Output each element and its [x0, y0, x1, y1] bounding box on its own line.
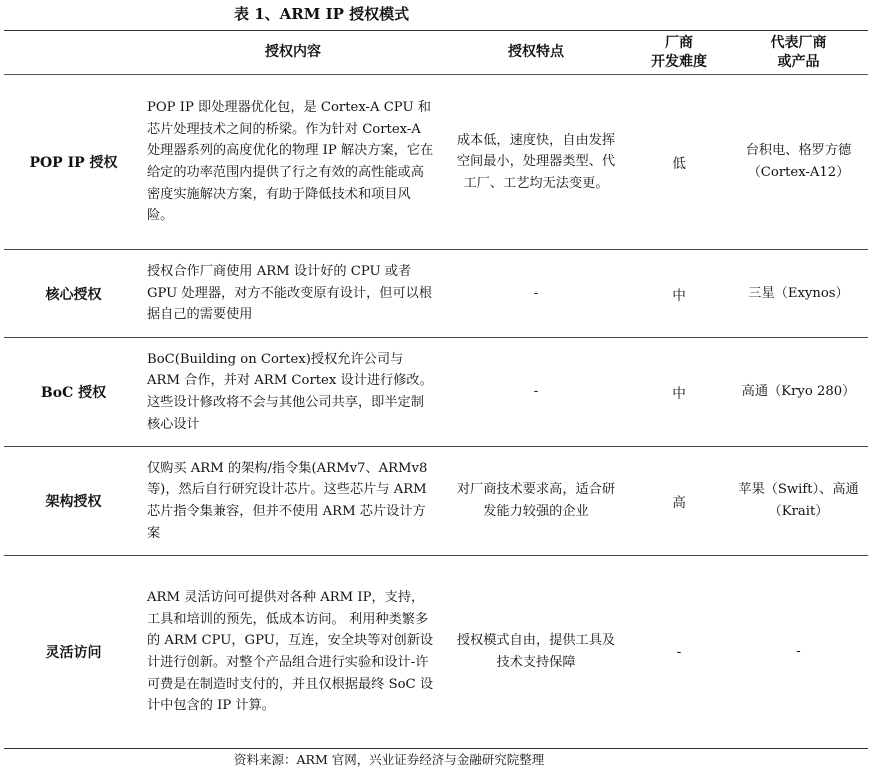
row-description: POP IP 即处理器优化包，是 Cortex-A CPU 和芯片处理技术之间的桥梁。作为针对 Cortex-A 处理器系列的高度优化的物理 IP 解决方案，它在给定的功率范围内提供了行之有效的高性能或高密度实施解决方案，有助于降低技术和项目风险。	[143, 75, 443, 250]
row-name: POP IP 授权	[4, 75, 143, 250]
source-note: 资料来源：ARM 官网，兴业证券经济与金融研究院整理	[234, 752, 545, 767]
header-difficulty	[629, 31, 729, 75]
header-rep-line2: 或产品	[777, 53, 820, 70]
table-row	[4, 250, 868, 338]
header-content: 授权内容	[143, 31, 443, 75]
row-name: 核心授权	[4, 250, 143, 338]
row-difficulty: 中	[629, 338, 729, 447]
row-features: 成本低，速度快，自由发挥空间最小，处理器类型、代工厂、工艺均无法变更。	[443, 75, 629, 250]
header-representative	[729, 31, 868, 75]
row-description: 仅购买 ARM 的架构/指令集(ARMv7、ARMv8 等)，然后自行研究设计芯片。这些芯片与 ARM 芯片指令集兼容，但并不使用 ARM 芯片设计方案	[143, 447, 443, 556]
table-row	[4, 447, 868, 556]
row-representative: 三星（Exynos）	[729, 250, 868, 338]
licensing-table	[4, 30, 868, 749]
table-row	[4, 556, 868, 749]
row-representative: 台积电、格罗方德（Cortex-A12）	[729, 75, 868, 250]
header-blank	[4, 31, 143, 75]
header-features: 授权特点	[443, 31, 629, 75]
row-name: 架构授权	[4, 447, 143, 556]
row-features: 对厂商技术要求高，适合研发能力较强的企业	[443, 447, 629, 556]
row-features: -	[443, 250, 629, 338]
table-header-row	[4, 31, 868, 75]
row-description: BoC(Building on Cortex)授权允许公司与 ARM 合作，并对 ARM Cortex 设计进行修改。这些设计修改将不会与其他公司共享，即半定制核心设计	[143, 338, 443, 447]
row-difficulty: 中	[629, 250, 729, 338]
row-description: 授权合作厂商使用 ARM 设计好的 CPU 或者 GPU 处理器，对方不能改变原有设计，但可以根据自己的需要使用	[143, 250, 443, 338]
row-representative: -	[729, 556, 868, 749]
row-description: ARM 灵活访问可提供对各种 ARM IP，支持，工具和培训的预先，低成本访问。 利用种类繁多的 ARM CPU，GPU，互连，安全块等对创新设计进行创新。对整个产品组合进行实验和设计-许可费是在制造时支付的，并且仅根据最终 SoC 设计中包含的 IP 计算。	[143, 556, 443, 749]
header-rep-line1: 代表厂商	[770, 34, 827, 51]
row-name: BoC 授权	[4, 338, 143, 447]
row-features: 授权模式自由，提供工具及技术支持保障	[443, 556, 629, 749]
table-row	[4, 338, 868, 447]
row-difficulty: 低	[629, 75, 729, 250]
row-difficulty: 高	[629, 447, 729, 556]
header-difficulty-line1: 厂商	[665, 34, 693, 51]
table-title: 表 1、ARM IP 授权模式	[234, 5, 410, 23]
row-representative: 苹果（Swift）、高通（Krait）	[729, 447, 868, 556]
table-row	[4, 75, 868, 250]
header-difficulty-line2: 开发难度	[651, 53, 707, 70]
row-features: -	[443, 338, 629, 447]
row-name: 灵活访问	[4, 556, 143, 749]
row-representative: 高通（Kryo 280）	[729, 338, 868, 447]
row-difficulty: -	[629, 556, 729, 749]
